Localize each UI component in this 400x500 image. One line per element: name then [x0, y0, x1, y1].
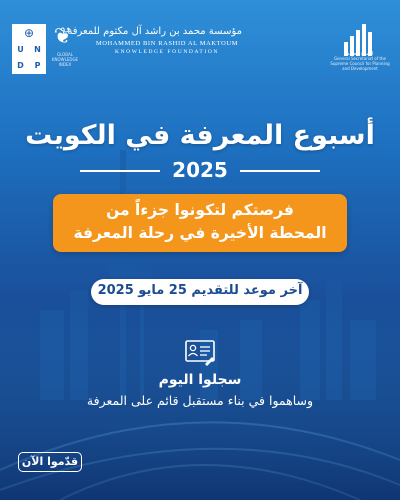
undp-letter: D	[17, 61, 24, 70]
undp-letter: U	[17, 45, 24, 54]
deadline-text: آخر موعد للتقديم 25 مايو 2025	[97, 283, 303, 298]
mbrf-emblem-icon: ❦	[53, 24, 73, 49]
undp-logo	[12, 24, 46, 74]
opportunity-banner	[53, 194, 347, 252]
event-year-row	[0, 158, 400, 182]
partner-logos	[0, 8, 400, 78]
mbrf-name-english-1: MOHAMMED BIN RASHID AL MAKTOUM	[95, 40, 239, 47]
event-year: 2025	[172, 158, 228, 182]
deadline-pill	[91, 279, 309, 305]
undp-letter: P	[34, 61, 41, 70]
divider-line	[240, 170, 320, 172]
register-title: سجلوا اليوم	[158, 372, 242, 388]
un-emblem-icon: ⊕	[23, 26, 35, 40]
undp-letter: N	[34, 45, 41, 54]
opportunity-line-2: المحطة الأخيرة في رحلة المعرفة	[73, 224, 327, 242]
event-title: أسبوع المعرفة في الكويت	[25, 120, 375, 151]
mbrf-emblem-caption: GLOBAL KNOWLEDGE INDEX	[51, 52, 79, 67]
registration-form-icon	[185, 340, 215, 366]
kuwait-secretariat-name-arabic: الأمانة العامة	[346, 51, 374, 57]
apply-now-button[interactable]: قدّموا الآن	[18, 452, 82, 472]
mbrf-name-english-2: KNOWLEDGE FOUNDATION	[115, 49, 219, 55]
register-subtitle: وساهموا في بناء مستقبل قائم على المعرفة	[86, 393, 314, 408]
mbrf-name-arabic: مؤسسة محمد بن راشد آل مكتوم للمعرفة	[67, 26, 242, 37]
kuwait-secretariat-name-english: General Secretariat of the Supreme Council for Planning and Development	[330, 56, 390, 71]
opportunity-line-1: فرصتكم لتكونوا جزءاً من	[106, 201, 294, 219]
